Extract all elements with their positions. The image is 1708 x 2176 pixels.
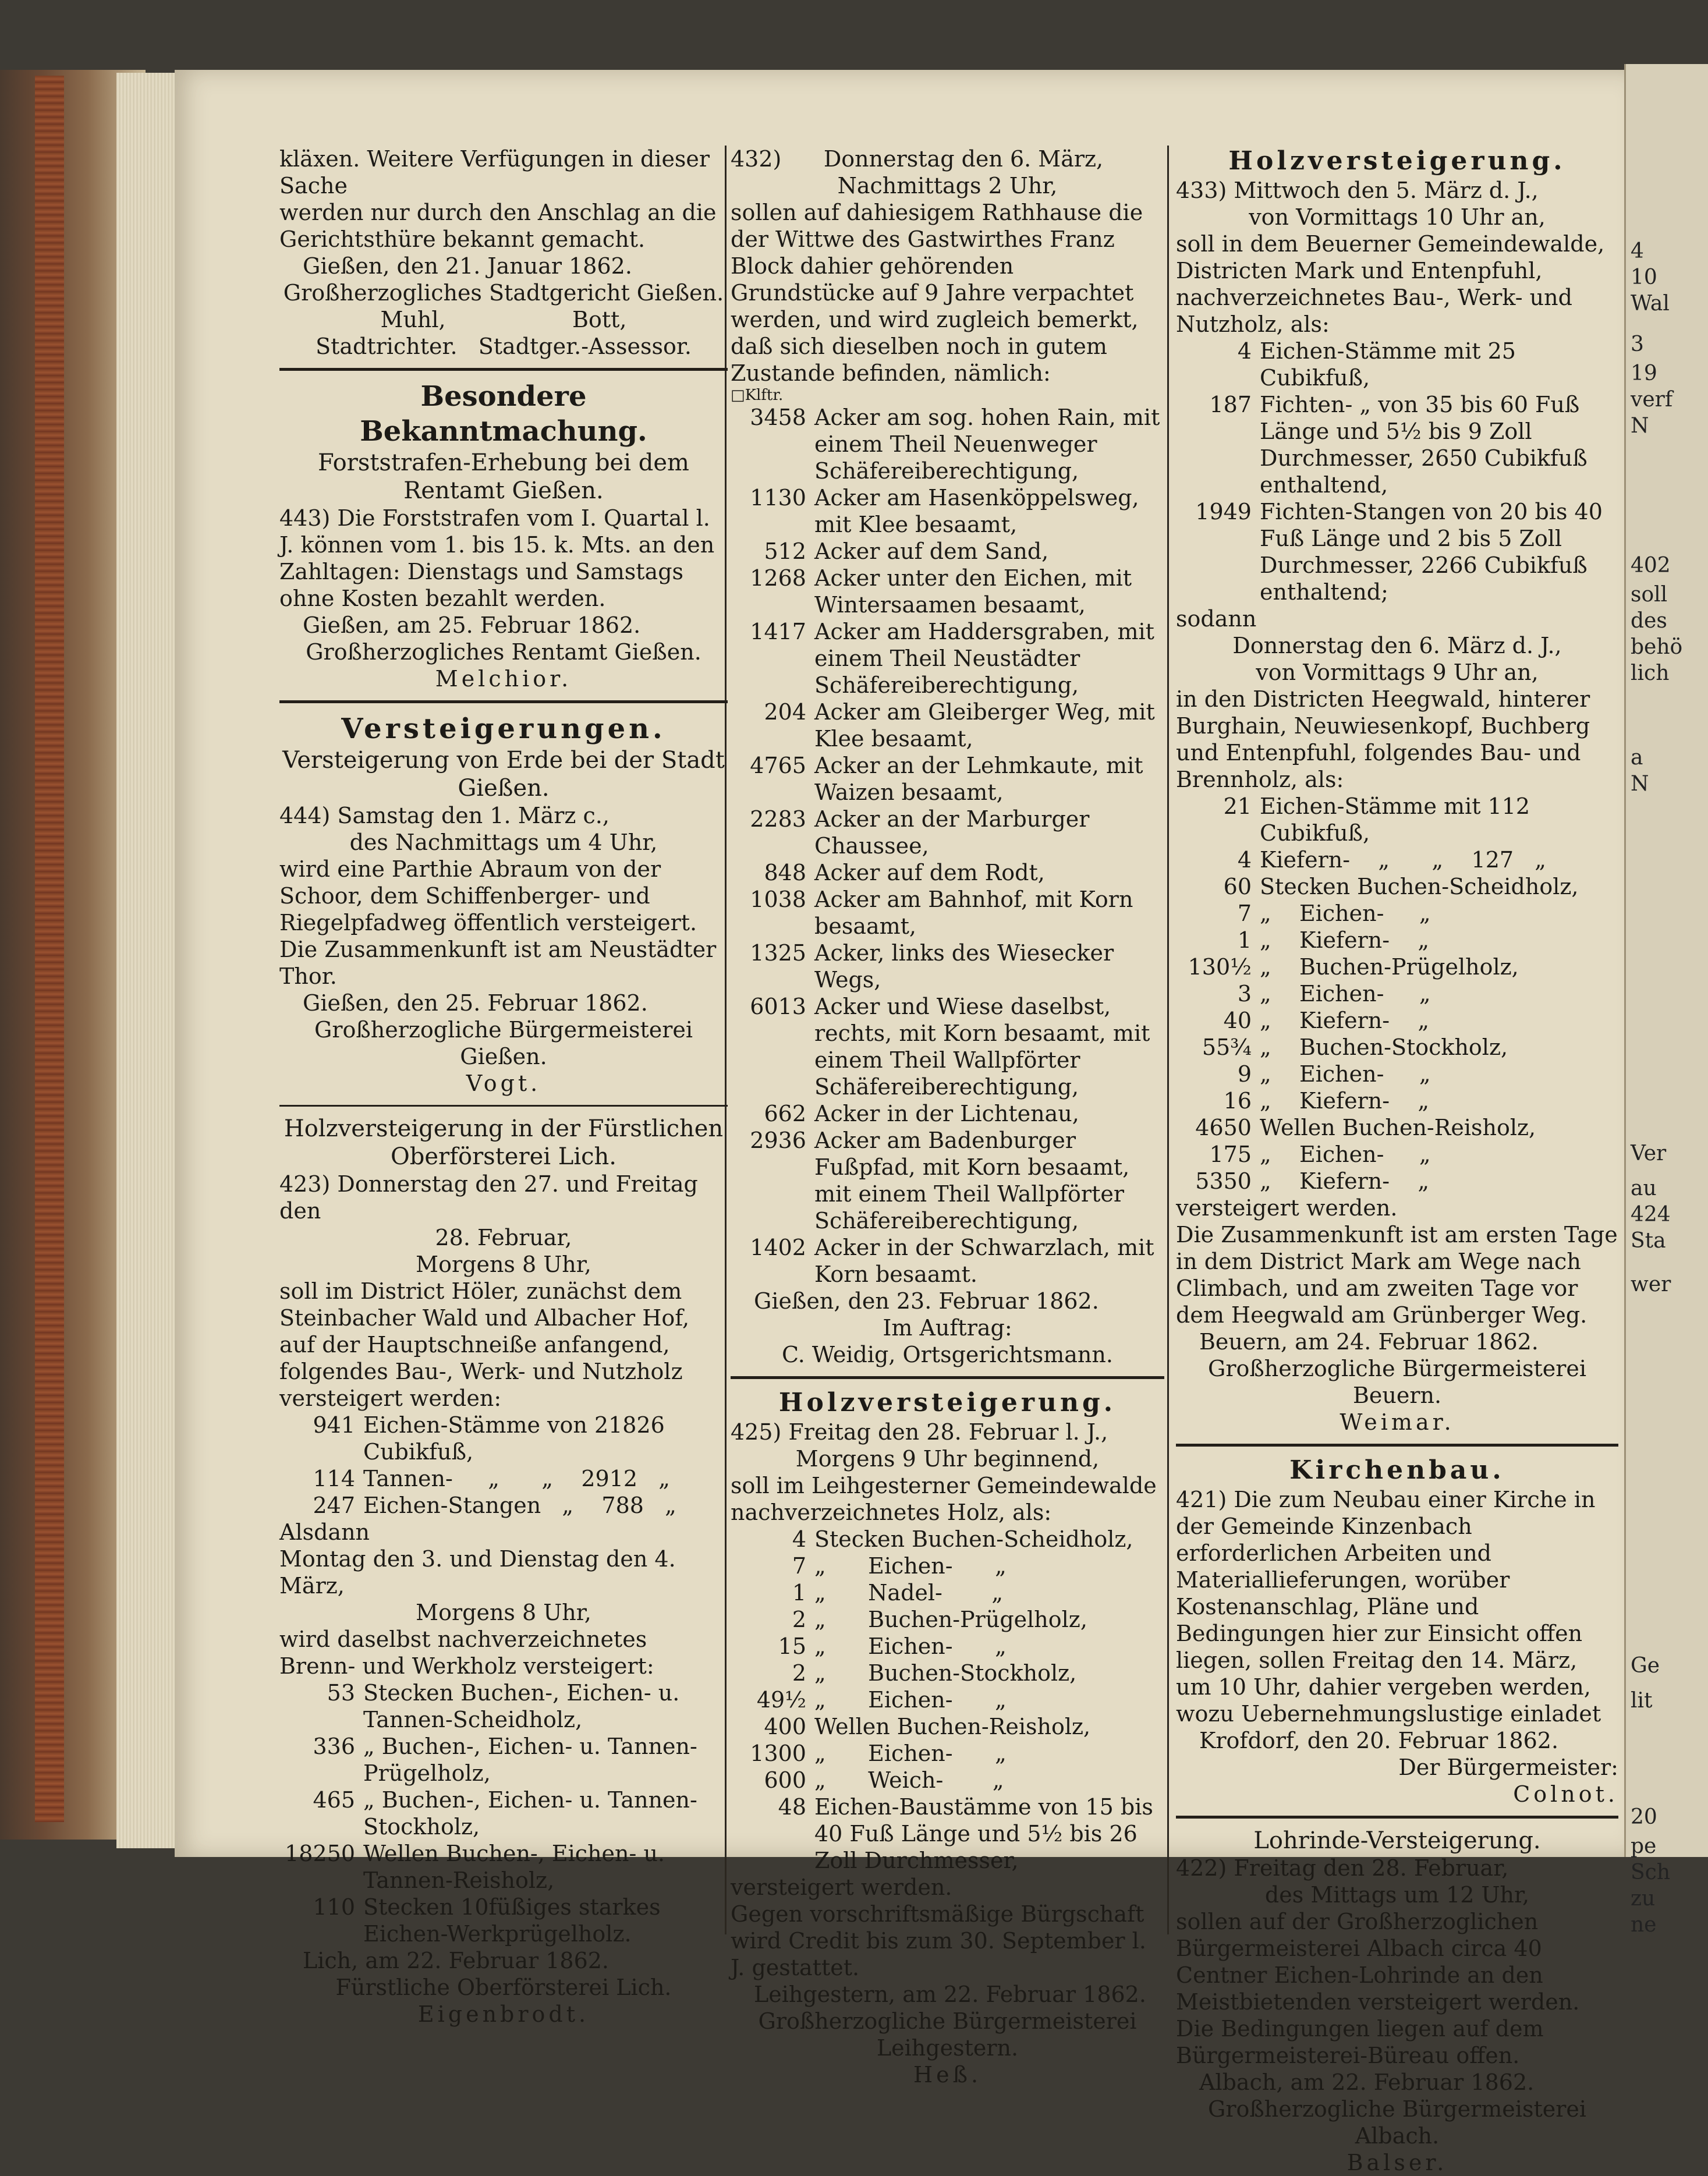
list-item: [731, 404, 1164, 484]
notice-signer: Balser.: [1346, 2150, 1448, 2175]
item-quantity: 2936: [750, 1128, 806, 1153]
item-description: Acker an der Lehmkaute, mit Waizen besaamt,: [814, 753, 1143, 805]
item-quantity: 1325: [750, 940, 806, 966]
list-item: [279, 1465, 728, 1492]
next-page-fragment: 19: [1631, 362, 1657, 385]
list-item: [731, 806, 1164, 859]
item-description: Acker am Gleiberger Weg, mit Klee besaamt,: [814, 699, 1155, 752]
item-description: Acker, links des Wiesecker Wegs,: [814, 940, 1114, 993]
item-description: Acker am Badenburger Fußpfad, mit Korn besaamt, mit einem Theil Wallpförter Schäfereiberechtigung,: [814, 1128, 1130, 1234]
list-item: [731, 1553, 1164, 1579]
intro-line: werden nur durch den Anschlag an die: [279, 200, 717, 225]
notice-text: sollen auf der Großherzoglichen Bürgermeisterei Albach circa 40 Centner Eichen-Lohrinde an den Meistbietenden versteigert werden. Die Bedingungen liegen auf dem Bürgermeisterei-Büreau offen.: [1176, 1909, 1580, 2068]
next-page-fragment: pe: [1631, 1834, 1657, 1858]
notice-time: von Vormittags 10 Uhr an,: [1249, 204, 1546, 230]
list-item: [279, 1787, 728, 1840]
next-page-fragment: des: [1631, 609, 1667, 633]
list-item: [1176, 846, 1618, 873]
notice-date: Gießen, den 21. Januar 1862.: [303, 253, 632, 279]
notice-time: Morgens 8 Uhr,: [416, 1252, 591, 1277]
next-page-fragment: Sta: [1631, 1229, 1666, 1253]
section-rule: [279, 700, 728, 703]
list-item: [1176, 900, 1618, 927]
list-item: [731, 1127, 1164, 1234]
notice-text: Gegen vorschriftsmäßige Bürgschaft wird Credit bis zum 30. September l. J. gestattet.: [731, 1901, 1146, 1980]
list-item: [731, 484, 1164, 538]
section-rule: [1176, 1444, 1618, 1447]
item-quantity: 4650: [1195, 1115, 1252, 1140]
next-page-fragment: wer: [1631, 1273, 1671, 1296]
notice-text: Alsdann: [279, 1519, 370, 1545]
item-description: Acker in der Schwarzlach, mit Korn besaamt.: [814, 1235, 1154, 1287]
notice-time: Morgens 9 Uhr beginnend,: [795, 1446, 1100, 1472]
notice-office: Großherzogliche Bürgermeisterei Beuern.: [1207, 1356, 1587, 1408]
item-description: Kiefern- „ „ 127 „: [1260, 847, 1546, 873]
item-description: Acker am sog. hohen Rain, mit einem Theil Neuenweger Schäfereiberechtigung,: [814, 405, 1160, 484]
item-quantity: 7: [792, 1553, 806, 1579]
section-heading: Holzversteigerung.: [1228, 146, 1566, 176]
next-page-fragment: zu: [1631, 1887, 1656, 1911]
item-quantity: 247: [313, 1493, 355, 1518]
item-quantity: 18250: [285, 1841, 355, 1866]
list-item: [1176, 1141, 1618, 1168]
item-quantity: 2: [792, 1660, 806, 1686]
item-description: „ Eichen- „: [1260, 901, 1431, 926]
item-description: Eichen-Baustämme von 15 bis 40 Fuß Länge und 5½ bis 26 Zoll Durchmesser,: [814, 1794, 1153, 1873]
item-quantity: 3458: [750, 405, 806, 430]
notice-date-line: 28. Februar,: [435, 1225, 572, 1250]
section-rule: [1176, 1816, 1618, 1819]
next-page-fragment: verf: [1631, 388, 1673, 412]
item-description: „ Buchen-Stockholz,: [814, 1660, 1077, 1686]
item-quantity: 187: [1209, 392, 1252, 417]
notice-office: Großherzogliches Rentamt Gießen.: [306, 639, 701, 665]
list-item: [731, 1526, 1164, 1553]
notice-number: 422) Freitag den 28. Februar,: [1176, 1855, 1509, 1881]
next-page-fragment: 424: [1631, 1203, 1671, 1227]
item-description: Acker am Hasenköppelsweg, mit Klee besaamt,: [814, 485, 1139, 537]
list-item: [1176, 954, 1618, 980]
item-quantity: 1949: [1195, 499, 1252, 524]
list-item: [1176, 873, 1618, 900]
item-description: Stecken 10füßiges starkes Eichen-Werkprügelholz.: [363, 1894, 661, 1947]
notice-number: 444) Samstag den 1. März c.,: [279, 803, 610, 828]
next-page-fragment: a: [1631, 746, 1643, 770]
item-quantity: 175: [1209, 1142, 1252, 1167]
item-description: Stecken Buchen-, Eichen- u. Tannen-Scheidholz,: [363, 1680, 680, 1732]
notice-signer: Vogt.: [466, 1071, 541, 1096]
list-item: [731, 940, 1164, 993]
item-quantity: 6013: [750, 994, 806, 1019]
list-item: [731, 1100, 1164, 1127]
list-item: [731, 1686, 1164, 1713]
notice-date: Gießen, den 23. Februar 1862.: [754, 1288, 1099, 1314]
item-quantity: 465: [313, 1787, 355, 1813]
item-quantity: 40: [1223, 1008, 1252, 1033]
notice-date: Albach, am 22. Februar 1862.: [1199, 2069, 1535, 2095]
notice-number: 423) Donnerstag den 27. und Freitag den: [279, 1171, 698, 1224]
item-description: Acker auf dem Sand,: [814, 538, 1049, 564]
notice-text: versteigert werden.: [731, 1874, 952, 1900]
item-quantity: 49½: [756, 1687, 806, 1713]
item-description: Acker unter den Eichen, mit Wintersaamen besaamt,: [814, 565, 1132, 618]
item-description: Eichen-Stämme von 21826 Cubikfuß,: [363, 1412, 665, 1465]
list-item: [731, 1794, 1164, 1874]
list-item: [1176, 338, 1618, 391]
item-description: Fichten- „ von 35 bis 60 Fuß Länge und 5½ bis 9 Zoll Durchmesser, 2650 Cubikfuß enthaltend,: [1260, 392, 1587, 498]
list-item: [1176, 1034, 1618, 1061]
notice-signer: Colnot.: [1513, 1781, 1618, 1807]
item-description: Fichten-Stangen von 20 bis 40 Fuß Länge und 2 bis 5 Zoll Durchmesser, 2266 Cubikfuß enthaltend;: [1260, 499, 1603, 605]
notice-text: wird daselbst nachverzeichnetes Brenn- und Werkholz versteigert:: [279, 1626, 654, 1679]
section-rule: [279, 1105, 728, 1107]
section-heading: Kirchenbau.: [1289, 1455, 1505, 1485]
item-quantity: 1130: [750, 485, 806, 511]
item-description: Acker auf dem Rodt,: [814, 860, 1045, 885]
item-description: „ Eichen- „: [814, 1633, 1007, 1659]
item-description: Acker am Haddersgraben, mit einem Theil Neustädter Schäfereiberechtigung,: [814, 619, 1154, 698]
list-item: [731, 1234, 1164, 1288]
item-description: „ Buchen-Stockholz,: [1260, 1034, 1508, 1060]
item-quantity: 941: [313, 1412, 355, 1438]
notice-text: Montag den 3. und Dienstag den 4. März,: [279, 1546, 676, 1599]
item-quantity: 60: [1223, 874, 1252, 899]
list-item: [731, 1606, 1164, 1633]
next-page-fragment: ne: [1631, 1913, 1657, 1937]
list-item: [1176, 391, 1618, 498]
list-item: [1176, 793, 1618, 846]
item-quantity: 600: [764, 1767, 806, 1793]
item-quantity: 1038: [750, 887, 806, 912]
item-description: Wellen Buchen-Reisholz,: [1260, 1115, 1536, 1140]
item-quantity: 4: [1237, 338, 1252, 364]
item-quantity: 4: [792, 1526, 806, 1552]
item-description: Acker in der Lichtenau,: [814, 1101, 1079, 1126]
item-quantity: 2: [792, 1607, 806, 1632]
item-description: Acker am Bahnhof, mit Korn besaamt,: [814, 887, 1133, 939]
next-page-fragment: Wal: [1631, 292, 1670, 316]
list-item: [279, 1733, 728, 1787]
item-quantity: 16: [1223, 1088, 1252, 1114]
notice-text: versteigert werden.: [1176, 1195, 1398, 1221]
item-quantity: 204: [764, 699, 806, 725]
notice-text: 421) Die zum Neubau einer Kirche in der Gemeinde Kinzenbach erforderlichen Arbeiten und Materiallieferungen, worüber Kostenanschlag, Pläne und Bedingungen hier zur Einsicht offen liegen, sollen Freitag den 14. März, um 10 Uhr, dahier vergeben werden, wozu Uebernehmungslustige einladet: [1176, 1487, 1601, 1727]
item-description: „ Eichen- „: [1260, 1061, 1431, 1087]
list-item: [731, 538, 1164, 565]
item-quantity: 9: [1237, 1061, 1252, 1087]
section-rule: [731, 1376, 1164, 1379]
item-description: Wellen Buchen-Reisholz,: [814, 1714, 1091, 1739]
next-page-fragment: Ver: [1631, 1142, 1667, 1165]
next-page-fragment: N: [1631, 414, 1649, 438]
item-description: „ Nadel- „: [814, 1580, 1004, 1606]
section-heading: Besondere Bekanntmachung.: [360, 380, 647, 448]
item-description: „ Kiefern- „: [1260, 927, 1430, 953]
notice-commission: Im Auftrag:: [883, 1315, 1012, 1341]
notice-date: Gießen, den 25. Februar 1862.: [303, 990, 648, 1016]
list-item: [731, 1740, 1164, 1767]
notice-signer: Melchior.: [435, 666, 572, 692]
notice-time: Morgens 8 Uhr,: [416, 1600, 591, 1625]
item-description: „ Eichen- „: [814, 1687, 1007, 1713]
item-quantity: 4: [1237, 847, 1252, 873]
item-description: „ Kiefern- „: [1260, 1168, 1430, 1194]
notice-office: Großherzogliche Bürgermeisterei Leihgestern.: [758, 2008, 1137, 2061]
next-page-fragment: 20: [1631, 1805, 1657, 1829]
item-quantity: 1268: [750, 565, 806, 591]
list-item: [1176, 1168, 1618, 1195]
notice-date: Lich, am 22. Februar 1862.: [303, 1948, 610, 1973]
next-page-fragment: behö: [1631, 635, 1683, 659]
item-quantity: 53: [327, 1680, 355, 1706]
item-quantity: 5350: [1195, 1168, 1252, 1194]
notice-signers: Muhl, Bott,: [380, 307, 627, 332]
list-item: [731, 886, 1164, 940]
next-page-edge: [1624, 64, 1708, 1937]
item-description: „ Eichen- „: [814, 1553, 1007, 1579]
item-description: Tannen- „ „ 2912 „: [363, 1466, 670, 1491]
notice-text: wird eine Parthie Abraum von der Schoor, dem Schiffenberger- und Riegelpfadweg öffentlich versteigert. Die Zusammenkunft ist am Neustädter Thor.: [279, 856, 717, 989]
list-item: [731, 859, 1164, 886]
notice-date: Gießen, am 25. Februar 1862.: [303, 612, 641, 638]
notice-signer: Heß.: [913, 2062, 982, 2088]
notice-signer: Weimar.: [1340, 1409, 1455, 1435]
item-quantity: 110: [313, 1894, 355, 1920]
item-description: Stecken Buchen-Scheidholz,: [814, 1526, 1133, 1552]
item-description: Acker und Wiese daselbst, rechts, mit Korn besaamt, mit einem Theil Wallpförter Schäfereiberechtigung,: [814, 994, 1150, 1100]
notice-subheading: Forststrafen-Erhebung bei dem Rentamt Gießen.: [318, 449, 689, 504]
notice-text: sollen auf dahiesigem Rathhause die der Wittwe des Gastwirthes Franz Block dahier gehörenden Grundstücke auf 9 Jahre verpachtet werden, und wird zugleich bemerkt, daß sich dieselben noch in gutem Zustande befinden, nämlich:: [731, 200, 1143, 386]
notice-text: 443) Die Forststrafen vom I. Quartal l. J. können vom 1. bis 15. k. Mts. an den Zahltagen: Dienstags und Samstags ohne Kosten bezahlt werden.: [279, 505, 715, 611]
intro-line: kläxen. Weitere Verfügungen in dieser Sache: [279, 146, 710, 199]
notice-office: Fürstliche Oberförsterei Lich.: [335, 1975, 672, 2000]
item-description: „ Eichen- „: [814, 1741, 1007, 1766]
list-item: [1176, 1114, 1618, 1141]
item-quantity: 1: [1237, 927, 1252, 953]
list-item: [731, 1579, 1164, 1606]
column-divider: [1167, 146, 1169, 1934]
item-description: „ Buchen-Prügelholz,: [1260, 954, 1519, 980]
item-description: „ Kiefern- „: [1260, 1088, 1430, 1114]
notice-number: 425) Freitag den 28. Februar l. J.,: [731, 1419, 1108, 1445]
list-item: [731, 1713, 1164, 1740]
notice-office: Großherzogliches Stadtgericht Gießen.: [283, 280, 724, 306]
list-item: [279, 1679, 728, 1733]
next-page-fragment: N: [1631, 772, 1649, 796]
notice-time: von Vormittags 9 Uhr an,: [1256, 660, 1539, 685]
list-item: [1176, 1087, 1618, 1114]
item-quantity: 2283: [750, 806, 806, 832]
notice-text: sodann: [1176, 606, 1257, 632]
next-page-fragment: au: [1631, 1176, 1657, 1200]
next-page-fragment: 3: [1631, 332, 1644, 356]
notice-signer: Eigenbrodt.: [417, 2001, 590, 2027]
next-page-fragment: lich: [1631, 661, 1670, 685]
column-left: [279, 146, 728, 2027]
item-quantity: 1300: [750, 1741, 806, 1766]
item-quantity: 662: [764, 1101, 806, 1126]
item-quantity: 1: [792, 1580, 806, 1606]
list-item: [1176, 980, 1618, 1007]
list-item: [731, 1660, 1164, 1686]
notice-text: in den Districten Heegwald, hinterer Burghain, Neuwiesenkopf, Buchberg und Entenpfuhl, folgendes Bau- und Brennholz, als:: [1176, 686, 1590, 792]
item-description: Eichen-Stangen „ 788 „: [363, 1493, 676, 1518]
column-middle: [731, 146, 1164, 2088]
next-page-fragment: 10: [1631, 265, 1657, 289]
next-page-fragment: 402: [1631, 554, 1671, 577]
section-rule: [279, 368, 728, 371]
item-description: „ Weich- „: [814, 1767, 1004, 1793]
notice-text: soll in dem Beuerner Gemeindewalde, Districten Mark und Entenpfuhl, nachverzeichnetes Bau-, Werk- und Nutzholz, als:: [1176, 231, 1605, 337]
next-page-fragment: Sch: [1631, 1860, 1671, 1884]
next-page-fragment: lit: [1631, 1689, 1653, 1713]
list-item: [731, 752, 1164, 806]
item-quantity: 512: [764, 538, 806, 564]
notice-time: Nachmittags 2 Uhr,: [837, 173, 1058, 199]
notice-text: soll im Leihgesterner Gemeindewalde nachverzeichnetes Holz, als:: [731, 1473, 1157, 1525]
intro-line: Gerichtsthüre bekannt gemacht.: [279, 226, 646, 252]
item-quantity: 7: [1237, 901, 1252, 926]
item-quantity: 130½: [1188, 954, 1252, 980]
notice-text: Donnerstag den 6. März d. J.,: [1232, 633, 1562, 658]
list-item: [731, 565, 1164, 618]
item-description: „ Buchen-Prügelholz,: [814, 1607, 1087, 1632]
notice-number: 432) Donnerstag den 6. März,: [731, 146, 1104, 172]
item-quantity: 48: [778, 1794, 806, 1820]
item-quantity: 1402: [750, 1235, 806, 1260]
item-description: „ Buchen-, Eichen- u. Tannen-Stockholz,: [363, 1787, 697, 1840]
notice-role: Der Bürgermeister:: [1398, 1755, 1618, 1780]
next-page-fragment: Ge: [1631, 1654, 1660, 1678]
item-quantity: 848: [764, 860, 806, 885]
list-item: [279, 1492, 728, 1519]
list-item: [279, 1412, 728, 1465]
item-quantity: 15: [778, 1633, 806, 1659]
item-description: Wellen Buchen-, Eichen- u. Tannen-Reisholz,: [363, 1841, 665, 1893]
notice-titles: Stadtrichter. Stadtger.-Assessor.: [316, 334, 692, 359]
notice-time: des Nachmittags um 4 Uhr,: [349, 830, 658, 855]
item-quantity: 114: [313, 1466, 355, 1491]
notice-subheading: Versteigerung von Erde bei der Stadt Gießen.: [282, 747, 725, 802]
item-description: „ Eichen- „: [1260, 981, 1431, 1007]
book-spine: [35, 76, 64, 1822]
notice-office: Großherzogliche Bürgermeisterei Albach.: [1207, 2096, 1587, 2149]
section-heading: Holzversteigerung.: [778, 1388, 1117, 1417]
next-page-fragment: 4: [1631, 239, 1644, 263]
notice-number: 433) Mittwoch den 5. März d. J.,: [1176, 178, 1539, 203]
item-description: Eichen-Stämme mit 112 Cubikfuß,: [1260, 793, 1530, 846]
item-description: „ Kiefern- „: [1260, 1008, 1430, 1033]
notice-text: soll im District Höler, zunächst dem Steinbacher Wald und Albacher Hof, auf der Hauptschneiße anfangend, folgendes Bau-, Werk- und Nutzholz versteigert werden:: [279, 1278, 690, 1411]
item-description: „ Eichen- „: [1260, 1142, 1431, 1167]
notice-subheading: Holzversteigerung in der Fürstlichen Oberförsterei Lich.: [284, 1115, 724, 1170]
item-description: Eichen-Stämme mit 25 Cubikfuß,: [1260, 338, 1516, 391]
list-item: [279, 1840, 728, 1894]
notice-date: Krofdorf, den 20. Februar 1862.: [1199, 1728, 1559, 1753]
notice-signer: C. Weidig, Ortsgerichtsmann.: [782, 1342, 1113, 1367]
notice-subheading: Lohrinde-Versteigerung.: [1253, 1827, 1541, 1854]
item-quantity: 4765: [750, 753, 806, 778]
notice-text: Die Zusammenkunft ist am ersten Tage in dem District Mark am Wege nach Climbach, und am zweiten Tage vor dem Heegwald am Grünberger Weg.: [1176, 1222, 1618, 1328]
item-quantity: 21: [1223, 793, 1252, 819]
list-item: [731, 618, 1164, 699]
item-quantity: 1417: [750, 619, 806, 644]
list-item: [1176, 927, 1618, 954]
list-item: [1176, 498, 1618, 605]
item-quantity: 3: [1237, 981, 1252, 1007]
list-item: [1176, 1007, 1618, 1034]
list-item: [731, 699, 1164, 752]
item-description: Stecken Buchen-Scheidholz,: [1260, 874, 1579, 899]
list-item: [279, 1894, 728, 1947]
notice-office: Großherzogliche Bürgermeisterei Gießen.: [314, 1017, 693, 1069]
notice-date: Beuern, am 24. Februar 1862.: [1199, 1329, 1539, 1355]
unit-label: □Klftr.: [731, 387, 784, 404]
notice-date: Leihgestern, am 22. Februar 1862.: [754, 1982, 1146, 2007]
item-quantity: 400: [764, 1714, 806, 1739]
section-heading: Versteigerungen.: [341, 713, 666, 745]
item-description: Acker an der Marburger Chaussee,: [814, 806, 1090, 859]
list-item: [731, 1767, 1164, 1794]
next-page-fragment: soll: [1631, 583, 1668, 607]
notice-time: des Mittags um 12 Uhr,: [1264, 1882, 1530, 1908]
list-item: [731, 1633, 1164, 1660]
list-item: [731, 993, 1164, 1100]
item-description: „ Buchen-, Eichen- u. Tannen-Prügelholz,: [363, 1734, 697, 1786]
item-quantity: 55¾: [1202, 1034, 1252, 1060]
column-right: [1176, 146, 1618, 2175]
item-quantity: 336: [313, 1734, 355, 1759]
list-item: [1176, 1061, 1618, 1087]
